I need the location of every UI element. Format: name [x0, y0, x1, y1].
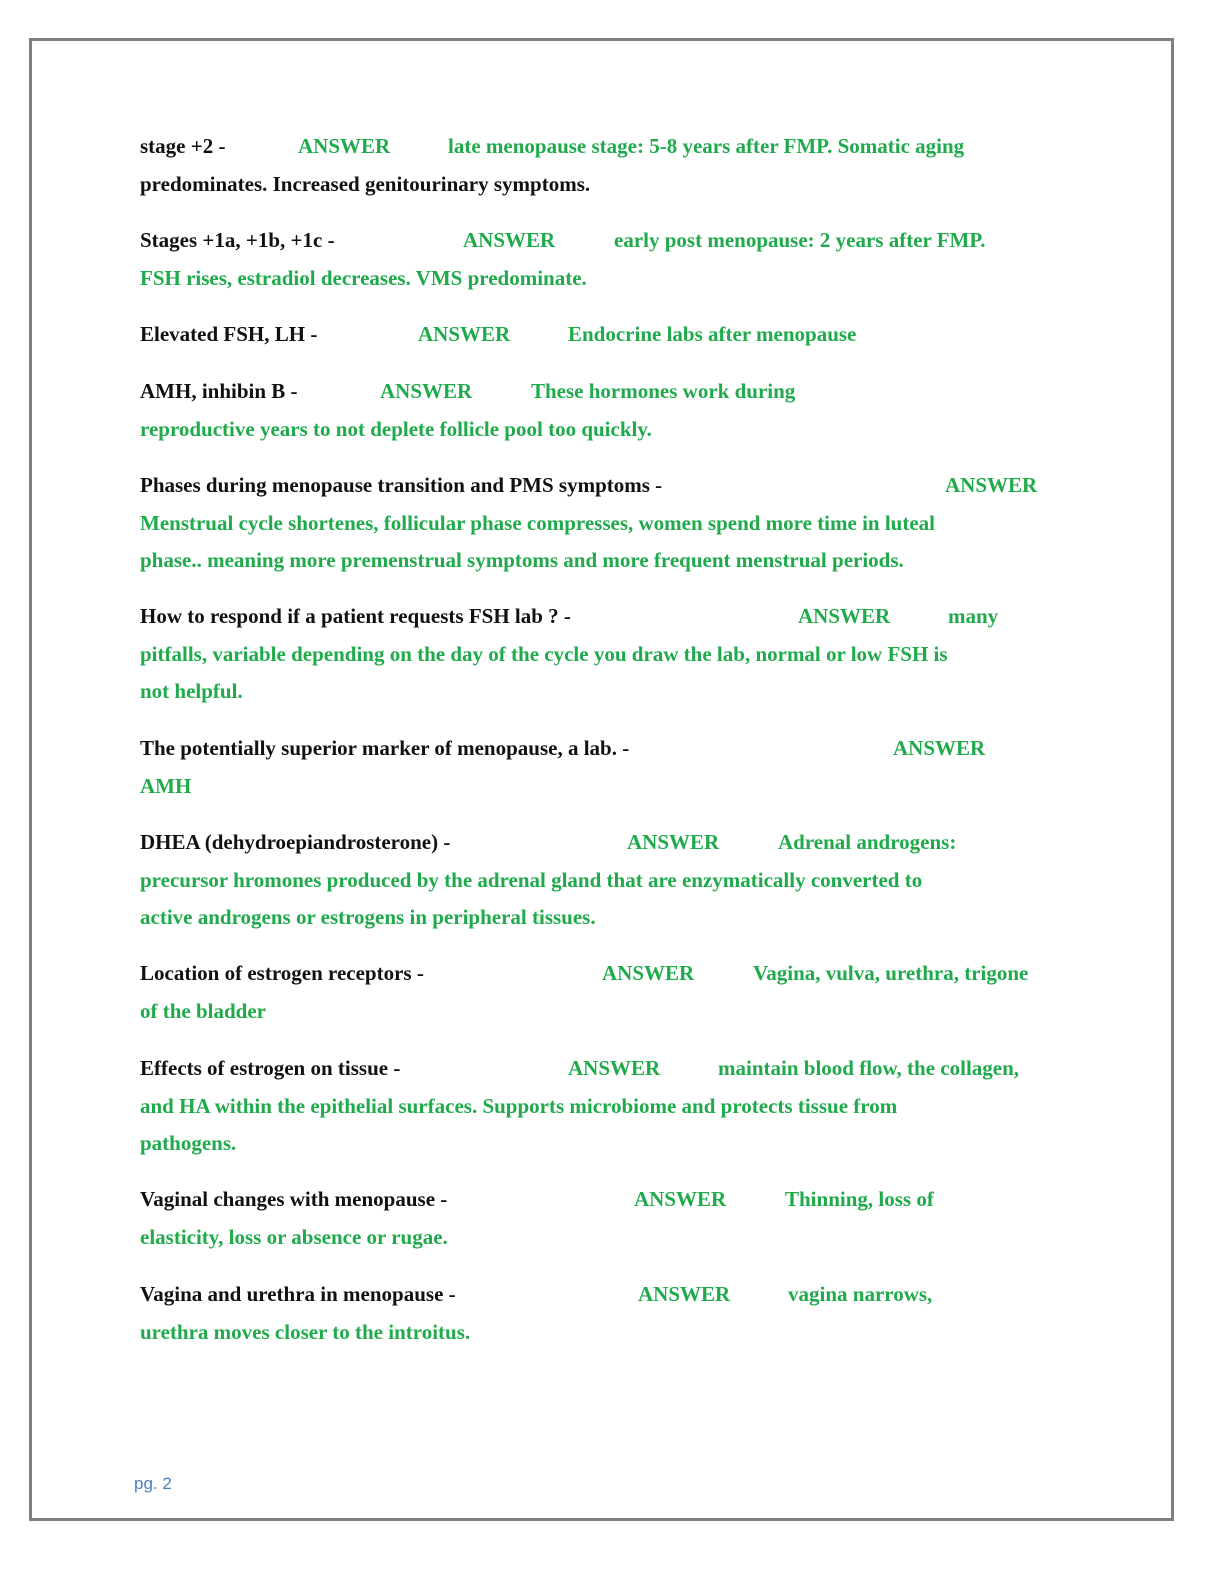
answer-continuation: not helpful.	[140, 679, 243, 703]
qa-entry	[140, 824, 1070, 937]
answer-continuation: predominates. Increased genitourinary symptoms.	[140, 171, 591, 196]
answer-continuation: active androgens or estrogens in peripheral tissues.	[140, 905, 596, 929]
answer-text: late menopause stage: 5-8 years after FMP. Somatic aging	[448, 134, 965, 158]
answer-label: ANSWER	[463, 228, 556, 252]
question-text: How to respond if a patient requests FSH lab ? -	[140, 604, 571, 628]
qa-entry	[140, 955, 1070, 1030]
answer-label: ANSWER	[893, 736, 986, 760]
qa-entry	[140, 467, 1070, 580]
answer-text: Vagina, vulva, urethra, trigone	[753, 961, 1029, 985]
qa-entry	[140, 222, 1070, 297]
question-text: Location of estrogen receptors -	[140, 961, 424, 985]
answer-continuation: AMH	[140, 773, 192, 798]
answer-continuation: phase.. meaning more premenstrual symptoms and more frequent menstrual periods.	[140, 548, 904, 572]
answer-continuation: pathogens.	[140, 1131, 237, 1155]
qa-entry	[140, 1050, 1070, 1163]
answer-text: many	[948, 604, 999, 628]
question-text: AMH, inhibin B -	[140, 379, 298, 403]
qa-entry	[140, 730, 1070, 805]
qa-entry	[140, 373, 1070, 448]
answer-continuation: reproductive years to not deplete follicle pool too quickly.	[140, 416, 652, 441]
question-text: stage +2 -	[140, 134, 226, 158]
answer-continuation: pitfalls, variable depending on the day of the cycle you draw the lab, normal or low FSH is	[140, 641, 948, 666]
answer-text: vagina narrows,	[788, 1282, 933, 1306]
answer-label: ANSWER	[798, 604, 891, 628]
answer-text: Endocrine labs after menopause	[568, 322, 857, 346]
qa-entry	[140, 128, 1070, 203]
answer-label: ANSWER	[638, 1282, 731, 1306]
answer-label: ANSWER	[945, 473, 1038, 497]
answer-text: Thinning, loss of	[785, 1187, 934, 1211]
answer-continuation: elasticity, loss or absence or rugae.	[140, 1224, 448, 1249]
question-text: DHEA (dehydroepiandrosterone) -	[140, 830, 451, 854]
page-number: pg. 2	[134, 1474, 172, 1493]
question-text: The potentially superior marker of menopause, a lab. -	[140, 736, 630, 760]
question-text: Vagina and urethra in menopause -	[140, 1282, 456, 1306]
answer-label: ANSWER	[418, 322, 511, 346]
qa-entry	[140, 316, 1070, 354]
answer-label: ANSWER	[298, 134, 391, 158]
qa-entry	[140, 1276, 1070, 1351]
question-text: Effects of estrogen on tissue -	[140, 1056, 401, 1080]
question-text: Elevated FSH, LH -	[140, 322, 318, 346]
answer-continuation: urethra moves closer to the introitus.	[140, 1319, 471, 1344]
answer-continuation: of the bladder	[140, 998, 266, 1023]
answer-text: maintain blood flow, the collagen,	[718, 1056, 1020, 1080]
answer-continuation: FSH rises, estradiol decreases. VMS predominate.	[140, 265, 587, 290]
answer-label: ANSWER	[634, 1187, 727, 1211]
answer-label: ANSWER	[627, 830, 720, 854]
qa-entry	[140, 1181, 1070, 1256]
qa-entry	[140, 598, 1070, 711]
answer-continuation: precursor hromones produced by the adrenal gland that are enzymatically converted to	[140, 867, 923, 892]
question-text: Stages +1a, +1b, +1c -	[140, 228, 335, 252]
answer-label: ANSWER	[568, 1056, 661, 1080]
question-text: Vaginal changes with menopause -	[140, 1187, 448, 1211]
answer-text: early post menopause: 2 years after FMP.	[614, 228, 986, 252]
answer-text: Adrenal androgens:	[778, 830, 957, 854]
answer-continuation: and HA within the epithelial surfaces. Supports microbiome and protects tissue from	[140, 1093, 898, 1118]
answer-label: ANSWER	[380, 379, 473, 403]
answer-continuation: Menstrual cycle shortenes, follicular phase compresses, women spend more time in luteal	[140, 510, 936, 535]
answer-text: These hormones work during	[531, 379, 796, 403]
question-text: Phases during menopause transition and PMS symptoms -	[140, 473, 663, 497]
answer-label: ANSWER	[602, 961, 695, 985]
